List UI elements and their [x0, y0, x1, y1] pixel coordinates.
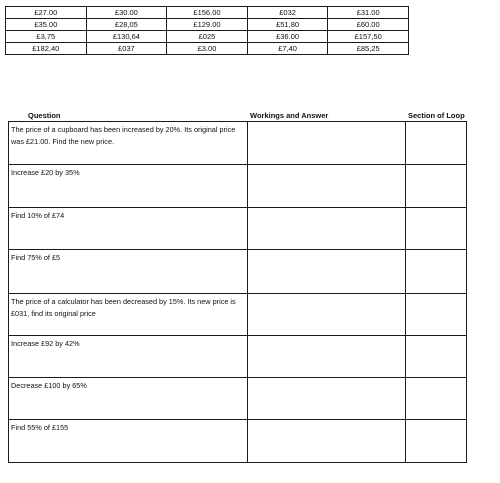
question-row — [9, 122, 467, 165]
question-text: Increase £92 by 42% — [9, 336, 248, 378]
question-header: Question — [28, 111, 61, 120]
answer-cell: £27.00 — [6, 7, 87, 19]
workings-cell[interactable] — [248, 208, 406, 250]
answer-cell: £7,40 — [247, 43, 328, 55]
question-text: The price of a cupboard has been increased by 20%. Its original price was £21.00. Find the new price. — [9, 122, 248, 165]
answer-grid — [5, 6, 409, 55]
question-text: Find 55% of £155 — [9, 420, 248, 463]
section-cell[interactable] — [406, 165, 467, 208]
answer-grid-row — [6, 7, 409, 19]
question-text: The price of a calculator has been decreased by 15%. Its new price is £031, find its original price — [9, 294, 248, 336]
answer-cell: £037 — [86, 43, 167, 55]
worksheet-table — [8, 121, 467, 463]
workings-header: Workings and Answer — [250, 111, 329, 120]
answer-cell: £032 — [247, 7, 328, 19]
question-row — [9, 336, 467, 378]
section-cell[interactable] — [406, 122, 467, 165]
answer-cell: £129.00 — [167, 19, 248, 31]
answer-cell: £130,64 — [86, 31, 167, 43]
answer-grid-row — [6, 43, 409, 55]
answer-cell: £85,25 — [328, 43, 409, 55]
answer-cell: £30.00 — [86, 7, 167, 19]
answer-cell: £28,05 — [86, 19, 167, 31]
answer-cell: £157,50 — [328, 31, 409, 43]
answer-cell: £182,40 — [6, 43, 87, 55]
question-text: Find 10% of £74 — [9, 208, 248, 250]
answer-cell: £025 — [167, 31, 248, 43]
question-row — [9, 420, 467, 463]
question-text: Increase £20 by 35% — [9, 165, 248, 208]
answer-cell: £31.00 — [328, 7, 409, 19]
answer-grid-row — [6, 19, 409, 31]
workings-cell[interactable] — [248, 122, 406, 165]
answer-cell: £51,80 — [247, 19, 328, 31]
answer-grid-row — [6, 31, 409, 43]
question-row — [9, 165, 467, 208]
question-row — [9, 378, 467, 420]
section-cell[interactable] — [406, 336, 467, 378]
section-header: Section of Loop — [408, 111, 465, 120]
question-row — [9, 250, 467, 294]
answer-cell: £156.00 — [167, 7, 248, 19]
section-cell[interactable] — [406, 208, 467, 250]
question-text: Decrease £100 by 65% — [9, 378, 248, 420]
answer-cell: £3,75 — [6, 31, 87, 43]
section-cell[interactable] — [406, 250, 467, 294]
section-cell[interactable] — [406, 378, 467, 420]
workings-cell[interactable] — [248, 250, 406, 294]
section-cell[interactable] — [406, 420, 467, 463]
workings-cell[interactable] — [248, 378, 406, 420]
workings-cell[interactable] — [248, 336, 406, 378]
question-row — [9, 208, 467, 250]
workings-cell[interactable] — [248, 420, 406, 463]
answer-cell: £36.00 — [247, 31, 328, 43]
question-text: Find 75% of £5 — [9, 250, 248, 294]
question-row — [9, 294, 467, 336]
workings-cell[interactable] — [248, 294, 406, 336]
answer-cell: £35.00 — [6, 19, 87, 31]
answer-cell: £60.00 — [328, 19, 409, 31]
workings-cell[interactable] — [248, 165, 406, 208]
answer-cell: £3.00 — [167, 43, 248, 55]
section-cell[interactable] — [406, 294, 467, 336]
